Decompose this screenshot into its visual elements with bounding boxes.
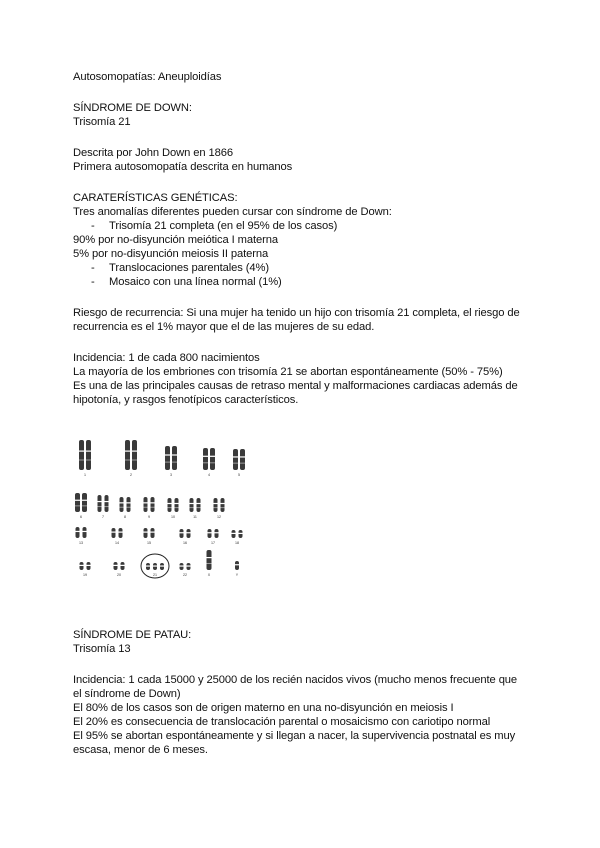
bullet-trisomy-complete: Trisomía 21 completa (en el 95% de los casos) — [109, 220, 338, 232]
chromosome-band — [146, 565, 150, 566]
chromosome — [207, 550, 212, 570]
chromosome — [151, 528, 155, 538]
chromosome-band — [144, 532, 148, 533]
chromosome-band — [172, 462, 177, 463]
chromosome-band — [187, 565, 191, 566]
chromosome-label: 6 — [80, 515, 82, 519]
down-abort-line: La mayoría de los embriones con trisomía 21 se abortan espontáneamente (50% - 75%) — [73, 366, 503, 378]
document-heading: Autosomopatías: Aneuploidías — [73, 71, 222, 83]
chromosome-band — [214, 507, 218, 508]
chromosome-band — [207, 563, 212, 564]
chromosome-band — [132, 451, 137, 452]
patau-abort-line-1: El 95% se abortan espontáneamente y si llegan a nacer, la supervivencia postnatal es muy — [73, 730, 516, 742]
chromosome — [233, 449, 238, 470]
chromosome — [132, 440, 137, 470]
chromosome — [86, 440, 91, 470]
chromosome — [165, 446, 170, 470]
chromosome-label: 3 — [170, 473, 172, 477]
chromosome-band — [160, 565, 164, 566]
chromosome-band — [197, 507, 201, 508]
chromosome-label: 13 — [79, 541, 83, 545]
patau-section-title: SÍNDROME DE PATAU: — [73, 629, 192, 641]
chromosome-band — [87, 565, 91, 566]
down-incidence: Incidencia: 1 de cada 800 nacimientos — [73, 352, 260, 364]
chromosome — [83, 527, 87, 538]
chromosome — [105, 495, 109, 512]
bullet-marker: - — [91, 220, 95, 232]
chromosome — [144, 528, 148, 538]
bullet-translocations: Translocaciones parentales (4%) — [109, 262, 270, 274]
chromosome-band — [144, 507, 148, 508]
chromosome — [208, 529, 212, 538]
chromosome — [235, 561, 239, 570]
chromosome — [151, 497, 155, 512]
chromosome-band — [190, 507, 194, 508]
chromosome — [98, 495, 102, 512]
chromosome-label: 10 — [171, 515, 175, 519]
chromosome-band — [86, 451, 91, 452]
chromosome-label: 20 — [117, 573, 121, 577]
chromosome-band — [119, 532, 123, 533]
patau-incidence-line-1: Incidencia: 1 cada 15000 y 25000 de los recién nacidos vivos (mucho menos frecuente que — [73, 674, 518, 686]
chromosome-band — [80, 565, 84, 566]
chromosome-band — [105, 501, 109, 502]
chromosome-band — [114, 565, 118, 566]
chromosome — [240, 449, 245, 470]
chromosome-band — [239, 533, 243, 534]
chromosome-label: 17 — [211, 541, 215, 545]
chromosome-label: 9 — [148, 515, 150, 519]
chromosome-band — [112, 532, 116, 533]
down-section-title: SÍNDROME DE DOWN: — [73, 102, 192, 114]
chromosome — [180, 529, 184, 538]
chromosome-label: Y — [235, 573, 239, 577]
chromosome-band — [165, 454, 170, 455]
chromosome — [76, 527, 80, 538]
chromosome — [144, 497, 148, 512]
risk-line-2: recurrencia es el 1% mayor que el de las mujeres de su edad. — [73, 321, 375, 333]
chromosome — [203, 448, 208, 470]
bullet-marker: - — [91, 262, 95, 274]
down-described-line: Descrita por John Down en 1866 — [73, 147, 233, 159]
chromosome — [79, 440, 84, 470]
patau-incidence-line-2: el síndrome de Down) — [73, 688, 181, 700]
chromosome-band — [208, 532, 212, 533]
chromosome-band — [121, 565, 125, 566]
patau-translocation-line: El 20% es consecuencia de translocación parental o mosaicismo con cariotipo normal — [73, 716, 491, 728]
chromosome-band — [214, 503, 218, 504]
karyotype-image — [73, 426, 259, 582]
chromosome — [168, 498, 172, 512]
chromosome-label: 1 — [84, 473, 86, 477]
chromosome-label: 14 — [115, 541, 119, 545]
chromosome-band — [125, 460, 130, 461]
line-90-percent: 90% por no-disyunción meiótica I materna — [73, 234, 278, 246]
chromosome-label: 8 — [124, 515, 126, 519]
chromosome-band — [215, 532, 219, 533]
chromosome — [127, 497, 131, 512]
chromosome-band — [221, 507, 225, 508]
chromosome-band — [105, 506, 109, 507]
chromosome-band — [165, 462, 170, 463]
chromosome — [112, 528, 116, 538]
chromosome-label: 11 — [193, 515, 197, 519]
patau-section-subtitle: Trisomía 13 — [73, 643, 131, 655]
down-first-line: Primera autosomopatía descrita en humanos — [73, 161, 293, 173]
chromosome — [125, 440, 130, 470]
chromosome-band — [240, 456, 245, 457]
chromosome-band — [79, 460, 84, 461]
line-5-percent: 5% por no-disyunción meiosis II paterna — [73, 248, 269, 260]
chromosome-label: X — [207, 573, 211, 577]
chromosome-band — [151, 532, 155, 533]
chromosome-band — [86, 460, 91, 461]
chromosome-band — [172, 454, 177, 455]
risk-line-1: Riesgo de recurrencia: Si una mujer ha tenido un hijo con trisomía 21 completa, el riesgo de — [73, 307, 520, 319]
chromosome-label: 19 — [83, 573, 87, 577]
chromosome-band — [207, 557, 212, 558]
chromosome — [119, 528, 123, 538]
chromosome-band — [153, 565, 157, 566]
genetics-intro: Tres anomalías diferentes pueden cursar con síndrome de Down: — [73, 206, 392, 218]
chromosome-band — [233, 463, 238, 464]
chromosome-label: 22 — [183, 573, 187, 577]
chromosome — [214, 498, 218, 512]
chromosome-label: 5 — [238, 473, 240, 477]
chromosome-band — [232, 533, 236, 534]
chromosome-label: 4 — [208, 473, 210, 477]
chromosome-band — [120, 507, 124, 508]
chromosome — [210, 448, 215, 470]
chromosome-band — [203, 462, 208, 463]
chromosome-band — [187, 532, 191, 533]
chromosome-band — [98, 506, 102, 507]
chromosome-band — [132, 460, 137, 461]
chromosome-band — [83, 531, 87, 532]
chromosome-band — [82, 505, 87, 506]
chromosome-band — [75, 505, 80, 506]
chromosome-band — [120, 502, 124, 503]
chromosome-band — [168, 507, 172, 508]
chromosome-band — [144, 502, 148, 503]
chromosome-band — [175, 503, 179, 504]
chromosome-label: 12 — [217, 515, 221, 519]
chromosome-band — [82, 500, 87, 501]
chromosome — [172, 446, 177, 470]
chromosome-band — [197, 503, 201, 504]
chromosome-band — [168, 503, 172, 504]
chromosome-band — [98, 501, 102, 502]
chromosome — [197, 498, 201, 512]
chromosome-band — [210, 462, 215, 463]
chromosome — [187, 529, 191, 538]
chromosome-label: 18 — [235, 541, 239, 545]
chromosome — [120, 497, 124, 512]
chromosome-band — [151, 507, 155, 508]
chromosome-label: 15 — [147, 541, 151, 545]
chromosome-band — [235, 564, 239, 565]
down-section-subtitle: Trisomía 21 — [73, 116, 131, 128]
down-cause-line-2: hipotonía, y rasgos fenotípicos característicos. — [73, 394, 299, 406]
chromosome-label: 7 — [102, 515, 104, 519]
chromosome — [75, 493, 80, 512]
chromosome-band — [79, 451, 84, 452]
chromosome-label: 2 — [130, 473, 132, 477]
chromosome — [215, 529, 219, 538]
chromosome-band — [175, 507, 179, 508]
chromosome — [82, 493, 87, 512]
down-cause-line-1: Es una de las principales causas de retraso mental y malformaciones cardiacas además de — [73, 380, 518, 392]
bullet-marker: - — [91, 276, 95, 288]
chromosome-band — [127, 507, 131, 508]
chromosome-label: 21 — [153, 573, 157, 577]
bullet-mosaic: Mosaico con una línea normal (1%) — [109, 276, 282, 288]
chromosome-band — [151, 502, 155, 503]
chromosome — [175, 498, 179, 512]
chromosome-band — [180, 532, 184, 533]
chromosome-band — [180, 565, 184, 566]
chromosome-band — [233, 456, 238, 457]
chromosome-band — [221, 503, 225, 504]
chromosome-band — [190, 503, 194, 504]
chromosome-band — [76, 531, 80, 532]
chromosome-band — [125, 451, 130, 452]
chromosome — [190, 498, 194, 512]
chromosome-label: 16 — [183, 541, 187, 545]
chromosome-band — [240, 463, 245, 464]
genetics-title: CARATERÍSTICAS GENÉTICAS: — [73, 192, 238, 204]
chromosome-band — [203, 456, 208, 457]
chromosome-band — [210, 456, 215, 457]
patau-maternal-line: El 80% de los casos son de origen materno en una no-disyunción en meiosis I — [73, 702, 454, 714]
chromosome-band — [75, 500, 80, 501]
patau-abort-line-2: escasa, menor de 6 meses. — [73, 744, 208, 756]
chromosome — [221, 498, 225, 512]
chromosome-band — [127, 502, 131, 503]
